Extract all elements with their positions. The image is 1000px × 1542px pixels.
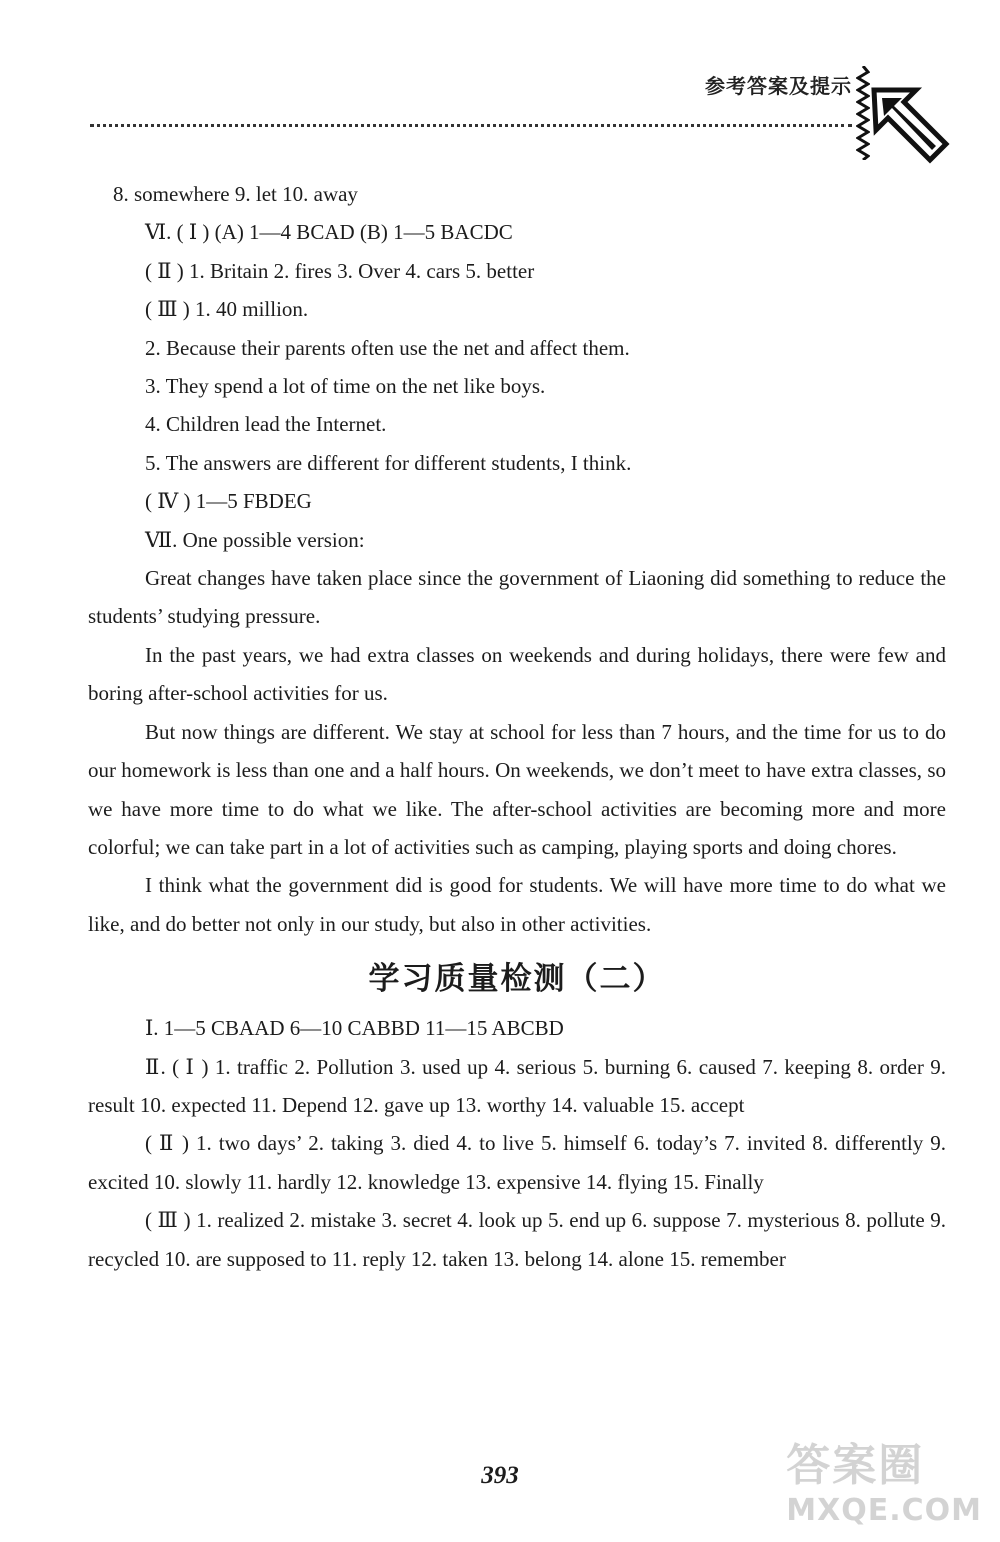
page-number: 393 bbox=[481, 1462, 519, 1489]
essay-paragraph: But now things are different. We stay at school for less than 7 hours, and the time for us to do our homework is less than one and a half hours. On weekends, we don’t meet to have extra classes, so we have more time to do what we like. The after-school activities are becoming more and more colorful; we can take part in a lot of activities such as camping, playing sports and doing chores. bbox=[88, 719, 946, 859]
essay-paragraph: I think what the government did is good for students. We will have more time to do what we like, and do better not only in our study, but also in other activities. bbox=[88, 873, 946, 936]
essay-paragraph: In the past years, we had extra classes on weekends and during holidays, there were few and boring after-school activities for us. bbox=[88, 642, 946, 706]
answer-line: 2. Because their parents often use the net and affect them. bbox=[145, 335, 630, 360]
answer-line: 5. The answers are different for different students, I think. bbox=[145, 450, 632, 475]
answer-line: ( Ⅲ ) 1. 40 million. bbox=[145, 297, 309, 322]
watermark-text: 答案圈 bbox=[786, 1440, 925, 1491]
answer-line: 8. somewhere 9. let 10. away bbox=[113, 182, 358, 206]
answer-line: ( Ⅳ ) 1—5 FBDEG bbox=[145, 489, 312, 514]
dotted-rule bbox=[90, 124, 852, 127]
zigzag-ornament bbox=[856, 66, 870, 160]
answer-paragraph: ( Ⅱ ) 1. two days’ 2. taking 3. died 4. to live 5. himself 6. today’s 7. invited 8. differently 9. excited 10. slowly 11. hardly 12. knowledge 13. expensive 14. flying 15. Finally bbox=[88, 1131, 946, 1194]
answer-paragraph: Ⅱ. ( Ⅰ ) 1. traffic 2. Pollution 3. used up 4. serious 5. burning 6. caused 7. keeping 8. order 9. result 10. expected 11. Depend 12. gave up 13. worthy 14. valuable 15. accept bbox=[88, 1054, 946, 1117]
answer-body bbox=[88, 175, 946, 1278]
watermark-url: MXQE.COM bbox=[786, 1493, 982, 1528]
header-title: 参考答案及提示 bbox=[705, 74, 852, 98]
answer-line: 3. They spend a lot of time on the net like boys. bbox=[145, 374, 546, 399]
section-title: 学习质量检测（二） bbox=[368, 961, 666, 998]
answer-line: Ⅵ. ( Ⅰ ) (A) 1—4 BCAD (B) 1—5 BACDC bbox=[145, 220, 513, 245]
essay-paragraph: Great changes have taken place since the government of Liaoning did something to reduce the students’ studying pressure. bbox=[88, 566, 946, 629]
arrow-icon bbox=[870, 84, 950, 164]
answer-paragraph: ( Ⅲ ) 1. realized 2. mistake 3. secret 4. look up 5. end up 6. suppose 7. mysterious 8. pollute 9. recycled 10. are supposed to 11. reply 12. taken 13. belong 14. alone 15. remember bbox=[88, 1208, 946, 1271]
answer-line: 4. Children lead the Internet. bbox=[145, 412, 387, 437]
watermark-logo bbox=[786, 1429, 982, 1528]
answer-line: Ⅶ. One possible version: bbox=[145, 527, 365, 552]
answer-line: Ⅰ. 1—5 CBAAD 6—10 CABBD 11—15 ABCBD bbox=[145, 1016, 564, 1041]
answer-line: ( Ⅱ ) 1. Britain 2. fires 3. Over 4. cars 5. better bbox=[145, 258, 535, 283]
